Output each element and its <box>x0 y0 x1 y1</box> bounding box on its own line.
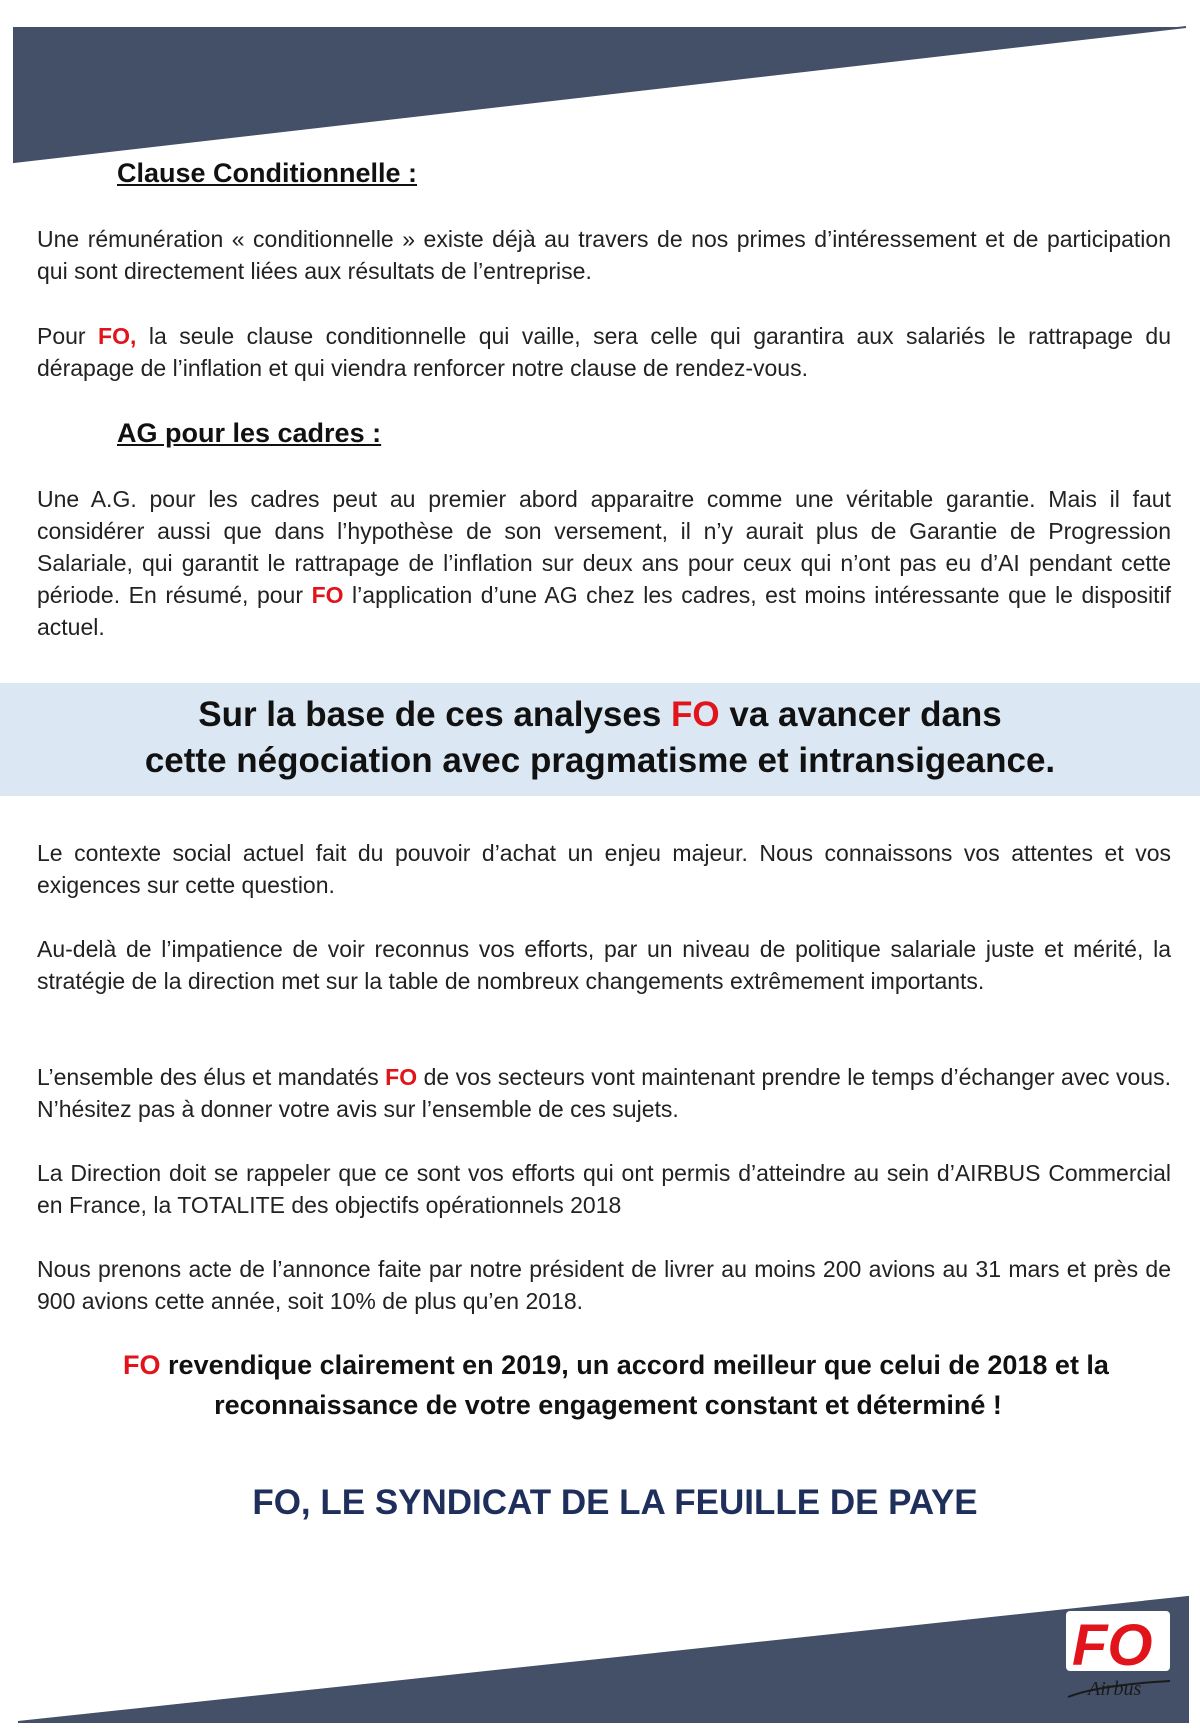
callout-line-1 <box>0 695 1200 735</box>
top-banner <box>0 0 1200 170</box>
body-paragraph-4: La Direction doit se rappeler que ce sont vos efforts qui ont permis d’atteindre au sein d’AIRBUS Commercial en France, la TOTALITE des objectifs opérationnels 2018 <box>37 1160 1171 1218</box>
body-paragraph-5: Nous prenons acte de l’annonce faite par notre président de livrer au moins 200 avions au 31 mars et près de 900 avions cette année, soit 10% de plus qu’en 2018. <box>37 1256 1171 1314</box>
ag-paragraph <box>37 483 1171 643</box>
fo-mark: FO, <box>98 323 137 349</box>
callout-band <box>0 683 1200 796</box>
fo-mark: FO <box>671 695 720 734</box>
fo-mark: FO <box>385 1064 418 1090</box>
callout-text-rest: va avancer dans <box>719 695 1002 734</box>
body-p3-text-rest: de vos secteurs vont maintenant prendre le temps d’échanger avec vous. N’hésitez pas à donner votre avis sur l’ensemble de ces sujets. <box>37 1064 1171 1122</box>
ag-text: Une A.G. pour les cadres peut au premier abord apparaitre comme une véritable garantie. Mais il faut considérer aussi que dans l’hypothèse de son versement, il n’y aurait plus de Garantie de Progression Salariale, qui garantit le rattrapage de l’inflation sur deux ans pour ceux qui n’ont pas eu d’AI pendant cette période. En résumé, pour <box>37 486 1171 608</box>
slogan: FO, LE SYNDICAT DE LA FEUILLE DE PAYE <box>252 1483 978 1522</box>
ag-text-rest: l’application d’une AG chez les cadres, est moins intéressante que le dispositif actuel. <box>37 582 1171 640</box>
clause-p2-text: Pour <box>37 323 99 349</box>
body-paragraph-2: Au-delà de l’impatience de voir reconnus vos efforts, par un niveau de politique salariale juste et mérité, la stratégie de la direction met sur la table de nombreux changements extrêmement importants. <box>37 936 1171 994</box>
logo-text: FO <box>1072 1613 1153 1678</box>
claim-text: revendique clairement en 2019, un accord meilleur que celui de 2018 et la <box>160 1350 1109 1380</box>
claim-line-2: reconnaissance de votre engagement constant et déterminé ! <box>214 1390 1002 1420</box>
bottom-banner <box>0 1580 1200 1733</box>
callout-line-2: cette négociation avec pragmatisme et intransigeance. <box>144 741 1056 780</box>
body-paragraph-3 <box>37 1061 1171 1125</box>
clause-paragraph-2 <box>37 320 1171 384</box>
fo-mark: FO <box>311 582 344 608</box>
logo-subtext: Airbus <box>1088 1678 1142 1700</box>
body-p3-text: L’ensemble des élus et mandatés <box>37 1064 386 1090</box>
clause-paragraph-1: Une rémunération « conditionnelle » existe déjà au travers de nos primes d’intéressement et de participation qui sont directement liées aux résultats de l’entreprise. <box>37 226 1171 284</box>
clause-p2-text-rest: la seule clause conditionnelle qui vaille, sera celle qui garantira aux salariés le rattrapage du dérapage de l’inflation et qui viendra renforcer notre clause de rendez-vous. <box>37 323 1171 381</box>
claim-line-1 <box>16 1350 1200 1381</box>
callout-text: Sur la base de ces analyses <box>198 695 672 734</box>
ag-heading: AG pour les cadres : <box>117 418 382 448</box>
body-paragraph-1: Le contexte social actuel fait du pouvoir d’achat un enjeu majeur. Nous connaissons vos attentes et vos exigences sur cette question. <box>37 840 1171 898</box>
clause-heading: Clause Conditionnelle : <box>117 158 418 188</box>
fo-airbus-logo <box>1058 1607 1176 1705</box>
fo-mark: FO <box>123 1350 161 1380</box>
